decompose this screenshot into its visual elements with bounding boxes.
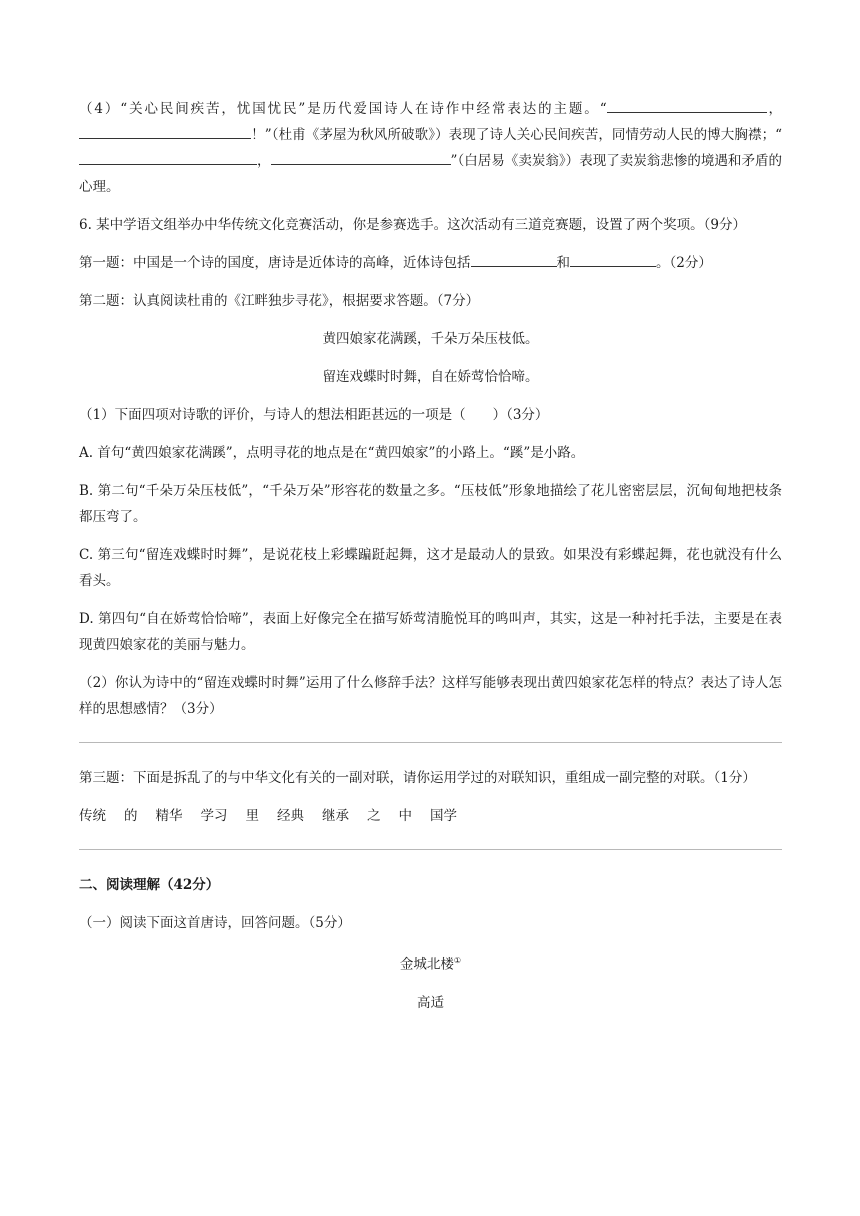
q4-comma-text: ， (766, 101, 783, 117)
sub-question-1: （1）下面四项对诗歌的评价，与诗人的想法相距甚远的一项是（ ）（3分） (79, 407, 549, 423)
couplet-word: 传统 (79, 808, 106, 824)
answer-blank[interactable] (570, 250, 656, 267)
q4-comma-text: ， (257, 153, 271, 169)
poem-title-text: 金城北楼 (399, 956, 454, 973)
option-a: A. 首句“黄四娘家花满蹊”，点明寻花的地点是在“黄四娘家”的小路上。“蹊”是小路。 (79, 445, 585, 461)
task-1-text: 第一题：中国是一个诗的国度，唐诗是近体诗的高峰，近体诗包括 (79, 255, 471, 271)
couplet-word: 学习 (200, 808, 228, 824)
couplet-word: 里 (245, 808, 259, 824)
q4-mid-text: ！”（杜甫《茅屋为秋风所破歌》）表现了诗人关心民间疾苦，同情劳动人民的博大胸襟；“ (251, 127, 782, 143)
task-1-suffix-text: 。（2分） (656, 255, 712, 271)
answer-line (79, 742, 782, 743)
answer-line (79, 849, 782, 850)
poem-title (79, 948, 782, 978)
section-heading: 二、阅读理解（42分） (79, 877, 220, 893)
task-1-paragraph (79, 250, 782, 276)
answer-blank[interactable] (471, 250, 557, 267)
task-3-intro: 第三题：下面是拆乱了的与中华文化有关的一副对联，请你运用学过的对联知识，重组成一副完整的对联。（1分） (79, 770, 756, 786)
couplet-word: 国学 (430, 808, 457, 824)
answer-blank[interactable] (79, 122, 251, 139)
answer-blank[interactable] (271, 148, 451, 165)
q4-prefix-text: （4）“关心民间疾苦，忧国忧民”是历代爱国诗人在诗作中经常表达的主题。“ (79, 101, 607, 117)
question-6-intro: 6. 某中学语文组举办中华传统文化竞赛活动，你是参赛选手。这次活动有三道竞赛题，设置了两个奖项。（9分） (79, 217, 747, 233)
sub-question-2: （2）你认为诗中的“留连戏蝶时时舞”运用了什么修辞手法？这样写能够表现出黄四娘家花怎样的特点？表达了诗人怎样的思想感情？（3分） (79, 675, 782, 717)
couplet-word: 之 (367, 808, 381, 824)
answer-blank[interactable] (607, 96, 767, 113)
couplet-word: 继承 (322, 808, 349, 824)
couplet-word-list (79, 803, 782, 829)
poem-author: 高适 (417, 994, 444, 1011)
option-d: D. 第四句“自在娇莺恰恰啼”，表面上好像完全在描写娇莺清脆悦耳的鸣叫声，其实，这是一种衬托手法，主要是在表现黄四娘家花的美丽与魅力。 (79, 611, 782, 653)
answer-blank[interactable] (79, 148, 257, 165)
option-b: B. 第二句“千朵万朵压枝低”，“千朵万朵”形容花的数量之多。“压枝低”形象地描绘了花儿密密层层，沉甸甸地把枝条都压弯了。 (79, 483, 782, 525)
couplet-word: 精华 (155, 808, 183, 824)
option-c: C. 第三句“留连戏蝶时时舞”，是说花枝上彩蝶蹁跹起舞，这才是最动人的景致。如果没有彩蝶起舞，花也就没有什么看头。 (79, 547, 782, 589)
q4-suffix-text: ”（白居易《卖炭翁》）表现了卖炭翁悲惨的境遇和矛盾的心理。 (79, 153, 782, 195)
couplet-word: 经典 (277, 808, 304, 824)
task-1-and-text: 和 (556, 255, 570, 271)
question-4-paragraph (79, 96, 782, 200)
part-1-intro: （一）阅读下面这首唐诗，回答问题。（5分） (79, 915, 351, 931)
document-page (79, 96, 782, 1016)
task-2-intro: 第二题：认真阅读杜甫的《江畔独步寻花》，根据要求答题。（7分） (79, 293, 480, 309)
couplet-word: 中 (398, 808, 412, 824)
couplet-word: 的 (124, 808, 138, 824)
poem-line: 留连戏蝶时时舞，自在娇莺恰恰啼。 (322, 369, 539, 385)
footnote-marker: ① (453, 956, 462, 965)
poem-line: 黄四娘家花满蹊，千朵万朵压枝低。 (322, 331, 539, 347)
